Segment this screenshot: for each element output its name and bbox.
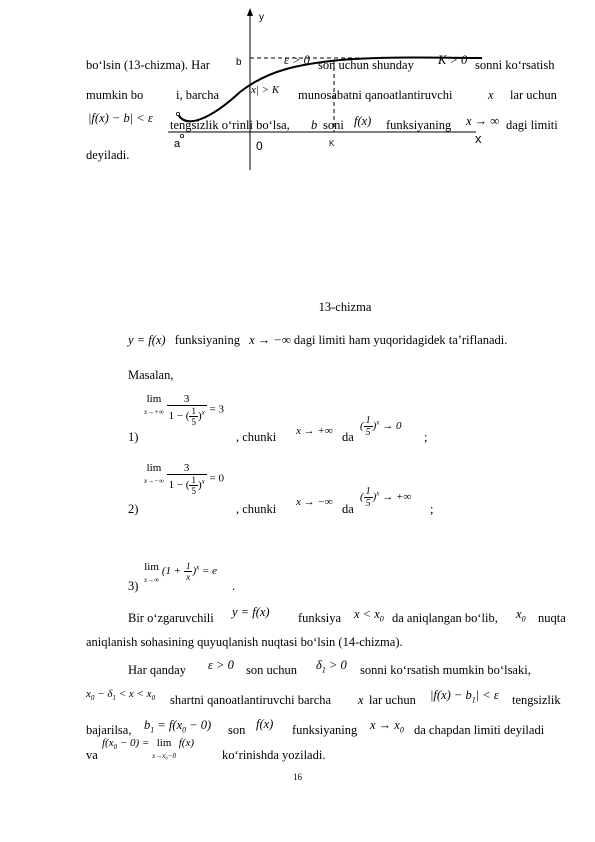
y-axis-label: y (259, 12, 264, 23)
para3-text: shartni qanoatlantiruvchi barcha (170, 693, 332, 707)
def2-line (128, 333, 568, 348)
x-axis-label: x (475, 131, 482, 146)
example-2-number: 2) (128, 502, 139, 516)
x-var: x (488, 88, 494, 102)
zero-label: 0 (256, 139, 263, 153)
example-2-end: ; (430, 502, 434, 516)
para2-text: funksiya (298, 611, 342, 625)
k-formula: K > 0 (438, 53, 468, 67)
para2-line-2: aniqlanish sohasining quyuqlanish nuqtasi bo‘lsin (14-chizma). (86, 635, 403, 649)
intro-text: son uchun shunday (318, 58, 414, 72)
epsilon-formula: ε > 0 (284, 53, 310, 67)
def2-text: funksiyaning (174, 333, 240, 347)
fx-formula: f(x) (354, 114, 372, 128)
curve-start-point (176, 112, 179, 115)
left-limit-formula: $f(x_0 - 0) = \lim$ x→x₀−0 f(x) (102, 737, 195, 760)
x-to-x0-formula: $x \to x_0$ (370, 718, 404, 735)
example-1-power: ( $\frac{1}{5}$ )$^x$ → 0 (360, 415, 402, 438)
example-1 (128, 393, 568, 453)
para2-text: Bir o‘zgaruvchili (128, 611, 214, 625)
para2-text: nuqta (538, 611, 566, 625)
x0-var: $x_0$ (516, 607, 526, 624)
example-1-x-formula: x → +∞ (296, 425, 333, 437)
example-3 (128, 555, 568, 595)
example-3-limit: lim x→∞ (1 + $\frac{1}{x}$ )$^x$ = e (144, 561, 218, 584)
para3-text: funksiyaning (292, 723, 358, 737)
para3-line-1 (128, 658, 570, 678)
intro-text: tengsizlik o‘rinli bo‘lsa, (170, 118, 290, 132)
example-2-power: ( $\frac{1}{5}$ )$^x$ → +∞ (360, 486, 412, 509)
x-minus-inf-formula: x → −∞ (249, 333, 291, 347)
para3-text: ko‘rinishda yoziladi. (222, 748, 326, 762)
intro-text: munosabatni qanoatlantiruvchi (298, 88, 453, 102)
para2-line-1 (128, 605, 570, 626)
intro-text: funksiyaning (386, 118, 452, 132)
para3-text: da chapdan limiti deyiladi (414, 723, 545, 737)
def2-text: dagi limiti ham yuqoridagidek ta’riflanadi. (293, 333, 508, 347)
delta-condition-formula: $x_0 - \delta_1 < x < x_0$ (86, 688, 156, 703)
para3-text: son (228, 723, 246, 737)
inequality-formula: |f(x) − b| < ε (88, 111, 153, 125)
b1-formula: $b_1 = f(x_0 - 0)$ (144, 718, 212, 735)
example-1-chunki: , chunki (236, 430, 277, 444)
para3-text: bajarilsa, (86, 723, 132, 737)
example-2-x-formula: x → −∞ (296, 496, 333, 508)
intro-text: i, barcha (176, 88, 220, 102)
y-fx-formula: y = f(x) (128, 333, 166, 347)
b-var: b (311, 118, 318, 132)
para3-line-4 (86, 737, 570, 763)
intro-text: dagi limiti (506, 118, 558, 132)
y-fx-formula: y = f(x) (232, 605, 270, 619)
example-3-number: 3) (128, 579, 139, 593)
x-lt-x0-formula: $x < x_0$ (354, 607, 384, 624)
example-3-end: . (232, 579, 236, 593)
example-2 (128, 458, 568, 518)
k-label: K (329, 139, 335, 148)
example-2-chunki: , chunki (236, 502, 277, 516)
para3-line-3 (86, 717, 570, 738)
example-1-number: 1) (128, 430, 139, 444)
b-label: b (236, 57, 242, 68)
example-1-da: da (342, 430, 354, 444)
limit-formula: x → ∞ (466, 114, 500, 128)
para3-text: lar uchun (369, 693, 416, 707)
intro-text: bo‘lsin (13-chizma). Har (86, 58, 210, 72)
para3-text: tengsizlik (512, 693, 561, 707)
intro-text: lar uchun (510, 88, 557, 102)
example-1-end: ; (424, 430, 428, 444)
example-2-limit: lim x→−∞ 3 1 − ( $\frac{1}{5}$ )$^x$ = 0 (144, 462, 224, 496)
intro-text: mumkin bo (86, 88, 144, 102)
figure-caption: 13-chizma (318, 300, 372, 314)
example-2-da: da (342, 502, 354, 516)
limit-ineq-formula: $|f(x) - b_1| < \varepsilon$ (430, 688, 499, 705)
intro-text: sonni ko‘rsatish (475, 58, 555, 72)
delta-formula: $\delta_1 > 0$ (316, 658, 347, 675)
page-number: 16 (293, 772, 302, 782)
a-label: a (174, 138, 181, 150)
example-1-limit: lim x→+∞ 3 1 − ( $\frac{1}{5}$ )$^x$ = 3 (144, 393, 224, 427)
para3-text: son uchun (246, 663, 298, 677)
y-axis-arrow (247, 8, 253, 16)
x-var: x (358, 693, 364, 707)
para3-text: Har qanday (128, 663, 186, 677)
para2-text: da aniqlangan bo‘lib, (392, 611, 498, 625)
para3-text: sonni ko‘rsatish mumkin bo‘lsaki, (360, 663, 531, 677)
fx-formula: f(x) (256, 717, 274, 731)
masalan-label: Masalan, (128, 368, 174, 382)
intro-text: soni (323, 118, 344, 132)
a-point (180, 134, 183, 137)
abs-x-formula: |x| > K (248, 84, 280, 96)
intro-line-2 (86, 84, 570, 103)
epsilon-formula: ε > 0 (208, 658, 234, 672)
para3-text: va (86, 748, 98, 762)
intro-line-1 (86, 53, 570, 73)
intro-line-4: deyiladi. (86, 148, 130, 162)
